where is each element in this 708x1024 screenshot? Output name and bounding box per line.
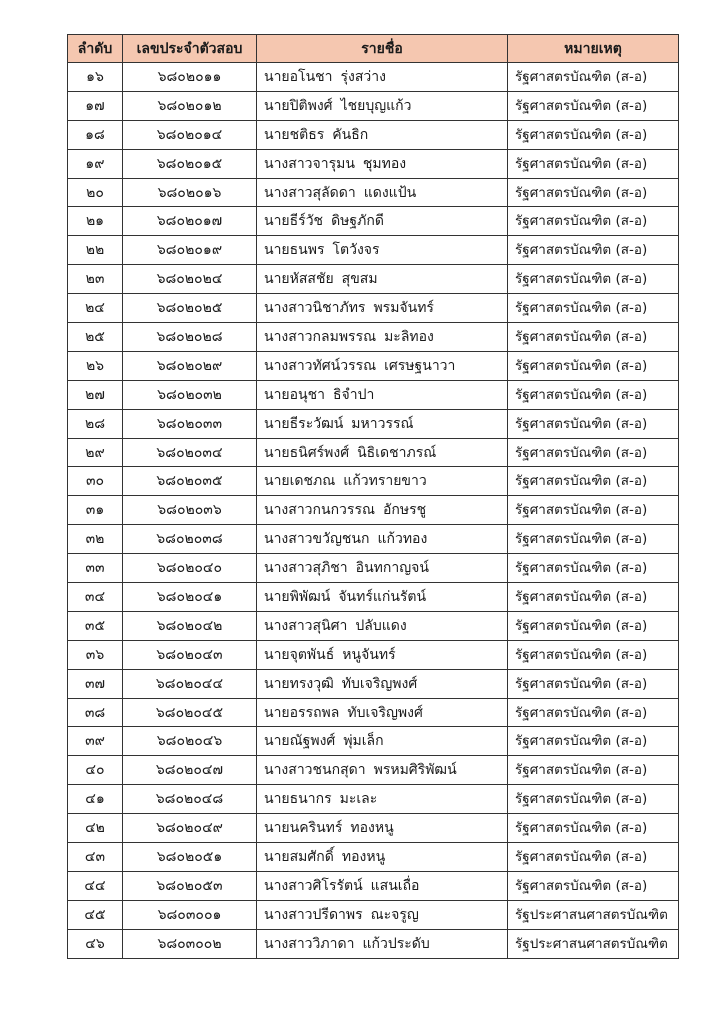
table-row — [68, 583, 679, 612]
table-row — [68, 207, 679, 236]
row-order: ๔๔ — [68, 871, 123, 900]
row-name — [257, 409, 508, 438]
table-row — [68, 438, 679, 467]
table-row — [68, 409, 679, 438]
row-remark: รัฐศาสตรบัณฑิต (ส-อ) — [508, 265, 679, 294]
row-last-name: คันธิก — [332, 126, 369, 143]
row-name — [257, 63, 508, 92]
row-remark: รัฐประศาสนศาสตรบัณฑิต — [508, 900, 679, 929]
row-first-name: นายอโนชา — [264, 68, 333, 85]
row-name — [257, 496, 508, 525]
row-order: ๒๔ — [68, 294, 123, 323]
row-name — [257, 438, 508, 467]
row-last-name: เศรษฐนาวา — [384, 357, 456, 374]
row-first-name: นางสาวขวัญชนก — [264, 531, 370, 548]
row-first-name: นายณัฐพงศ์ — [264, 733, 336, 750]
row-name — [257, 900, 508, 929]
row-order: ๔๐ — [68, 756, 123, 785]
row-remark: รัฐศาสตรบัณฑิต (ส-อ) — [508, 294, 679, 323]
row-order: ๓๔ — [68, 583, 123, 612]
row-remark: รัฐศาสตรบัณฑิต (ส-อ) — [508, 611, 679, 640]
row-first-name: นายธนิศร์พงศ์ — [264, 444, 350, 461]
row-name — [257, 323, 508, 352]
table-row — [68, 640, 679, 669]
row-first-name: นางสาวทัศน์วรรณ — [264, 357, 377, 374]
row-remark: รัฐศาสตรบัณฑิต (ส-อ) — [508, 380, 679, 409]
row-remark: รัฐศาสตรบัณฑิต (ส-อ) — [508, 120, 679, 149]
row-name — [257, 669, 508, 698]
row-exam-id: ๖๘๐๒๐๑๔ — [123, 120, 257, 149]
row-name — [257, 236, 508, 265]
row-last-name: จันทร์แก่นรัตน์ — [338, 588, 427, 605]
row-last-name: ทับเจริญพงศ์ — [347, 704, 423, 721]
row-first-name: นางสาวจารุมน — [264, 155, 355, 172]
row-name — [257, 525, 508, 554]
table-row — [68, 467, 679, 496]
table-row — [68, 669, 679, 698]
row-order: ๔๒ — [68, 814, 123, 843]
row-name — [257, 91, 508, 120]
row-last-name: อินทกาญจน์ — [355, 560, 429, 577]
row-order: ๓๘ — [68, 698, 123, 727]
row-exam-id: ๖๘๐๒๐๓๖ — [123, 496, 257, 525]
row-last-name: สุขสม — [341, 271, 378, 288]
row-first-name: นางสาวกนกวรรณ — [264, 502, 375, 519]
table-row — [68, 698, 679, 727]
row-last-name: แก้วประดับ — [362, 935, 430, 952]
table-row — [68, 554, 679, 583]
row-first-name: นายธีร์วัช — [264, 213, 324, 230]
row-order: ๓๕ — [68, 611, 123, 640]
row-first-name: นางสาววิภาดา — [264, 935, 355, 952]
row-remark: รัฐศาสตรบัณฑิต (ส-อ) — [508, 351, 679, 380]
row-remark: รัฐศาสตรบัณฑิต (ส-อ) — [508, 438, 679, 467]
candidate-list-sheet — [67, 34, 678, 959]
row-remark: รัฐศาสตรบัณฑิต (ส-อ) — [508, 583, 679, 612]
row-order: ๑๗ — [68, 91, 123, 120]
row-exam-id: ๖๘๐๒๐๔๒ — [123, 611, 257, 640]
row-order: ๓๓ — [68, 554, 123, 583]
row-order: ๒๓ — [68, 265, 123, 294]
row-name — [257, 929, 508, 958]
row-remark: รัฐศาสตรบัณฑิต (ส-อ) — [508, 409, 679, 438]
table-row — [68, 814, 679, 843]
table-row — [68, 525, 679, 554]
row-name — [257, 467, 508, 496]
row-last-name: ไชยบุญแก้ว — [340, 97, 412, 114]
row-remark: รัฐศาสตรบัณฑิต (ส-อ) — [508, 698, 679, 727]
row-first-name: นายทรงวุฒิ — [264, 675, 334, 692]
row-exam-id: ๖๘๐๒๐๔๐ — [123, 554, 257, 583]
row-order: ๓๖ — [68, 640, 123, 669]
row-exam-id: ๖๘๐๒๐๓๒ — [123, 380, 257, 409]
row-remark: รัฐศาสตรบัณฑิต (ส-อ) — [508, 669, 679, 698]
table-row — [68, 496, 679, 525]
row-order: ๓๗ — [68, 669, 123, 698]
row-first-name: นางสาวสุนิศา — [264, 617, 348, 634]
row-remark: รัฐศาสตรบัณฑิต (ส-อ) — [508, 496, 679, 525]
row-first-name: นายอรรถพล — [264, 704, 340, 721]
row-order: ๒๘ — [68, 409, 123, 438]
row-remark: รัฐศาสตรบัณฑิต (ส-อ) — [508, 640, 679, 669]
table-row — [68, 236, 679, 265]
row-name — [257, 640, 508, 669]
row-name — [257, 843, 508, 872]
row-first-name: นางสาวชนกสุดา — [264, 762, 366, 779]
row-order: ๓๐ — [68, 467, 123, 496]
row-first-name: นางสาวสุลัดดา — [264, 184, 356, 201]
row-exam-id: ๖๘๐๒๐๒๔ — [123, 265, 257, 294]
row-remark: รัฐศาสตรบัณฑิต (ส-อ) — [508, 843, 679, 872]
row-last-name: ทองหนู — [350, 820, 394, 837]
row-last-name: พุ่มเล็ก — [343, 733, 384, 750]
row-last-name: รุ่งสว่าง — [340, 68, 386, 85]
table-row — [68, 265, 679, 294]
row-remark: รัฐประศาสนศาสตรบัณฑิต — [508, 929, 679, 958]
row-last-name: ปลับแดง — [355, 617, 407, 634]
row-exam-id: ๖๘๐๒๐๔๘ — [123, 785, 257, 814]
row-remark: รัฐศาสตรบัณฑิต (ส-อ) — [508, 785, 679, 814]
row-name — [257, 380, 508, 409]
row-order: ๓๒ — [68, 525, 123, 554]
row-name — [257, 120, 508, 149]
row-remark: รัฐศาสตรบัณฑิต (ส-อ) — [508, 236, 679, 265]
row-remark: รัฐศาสตรบัณฑิต (ส-อ) — [508, 467, 679, 496]
row-exam-id: ๖๘๐๒๐๔๖ — [123, 727, 257, 756]
row-exam-id: ๖๘๐๒๐๔๗ — [123, 756, 257, 785]
row-remark: รัฐศาสตรบัณฑิต (ส-อ) — [508, 323, 679, 352]
row-remark: รัฐศาสตรบัณฑิต (ส-อ) — [508, 756, 679, 785]
row-last-name: หนูจันทร์ — [342, 646, 396, 663]
row-remark: รัฐศาสตรบัณฑิต (ส-อ) — [508, 207, 679, 236]
row-name — [257, 611, 508, 640]
row-exam-id: ๖๘๐๒๐๓๔ — [123, 438, 257, 467]
row-order: ๒๐ — [68, 178, 123, 207]
row-last-name: ทับเจริญพงศ์ — [341, 675, 418, 692]
table-row — [68, 900, 679, 929]
row-name — [257, 583, 508, 612]
table-row — [68, 756, 679, 785]
table-row — [68, 929, 679, 958]
row-order: ๔๖ — [68, 929, 123, 958]
row-first-name: นายนครินทร์ — [264, 820, 343, 837]
row-last-name: ชุมทอง — [362, 155, 407, 172]
row-exam-id: ๖๘๐๓๐๐๑ — [123, 900, 257, 929]
row-order: ๔๕ — [68, 900, 123, 929]
row-remark: รัฐศาสตรบัณฑิต (ส-อ) — [508, 554, 679, 583]
header-name: รายชื่อ — [257, 35, 508, 63]
header-row — [68, 35, 679, 63]
table-row — [68, 63, 679, 92]
row-name — [257, 756, 508, 785]
row-order: ๑๙ — [68, 149, 123, 178]
row-first-name: นางสาวนิชาภัทร — [264, 300, 366, 317]
row-last-name: แก้วทอง — [377, 531, 428, 548]
row-name — [257, 698, 508, 727]
table-row — [68, 380, 679, 409]
row-remark: รัฐศาสตรบัณฑิต (ส-อ) — [508, 149, 679, 178]
row-last-name: ทองหนู — [341, 848, 386, 865]
row-exam-id: ๖๘๐๒๐๔๓ — [123, 640, 257, 669]
row-last-name: ดิษฐภักดี — [331, 213, 384, 230]
row-first-name: นางสาวกลมพรรณ — [264, 328, 377, 345]
row-first-name: นางสาวสุภิชา — [264, 560, 348, 577]
row-first-name: นายจุตพันธ์ — [264, 646, 335, 663]
row-name — [257, 785, 508, 814]
table-row — [68, 120, 679, 149]
row-exam-id: ๖๘๐๒๐๕๓ — [123, 871, 257, 900]
row-name — [257, 351, 508, 380]
row-name — [257, 871, 508, 900]
table-row — [68, 843, 679, 872]
row-last-name: นิธิเดชาภรณ์ — [357, 444, 437, 461]
row-exam-id: ๖๘๐๒๐๓๕ — [123, 467, 257, 496]
row-last-name: ณะจรูญ — [370, 906, 419, 923]
row-last-name: อักษรชู — [382, 502, 427, 519]
table-row — [68, 611, 679, 640]
row-remark: รัฐศาสตรบัณฑิต (ส-อ) — [508, 178, 679, 207]
row-order: ๑๖ — [68, 63, 123, 92]
row-first-name: นายอนุชา — [264, 386, 325, 403]
row-last-name: มะลิทอง — [384, 328, 434, 345]
row-first-name: นางสาวปรีดาพร — [264, 906, 363, 923]
row-order: ๒๑ — [68, 207, 123, 236]
row-exam-id: ๖๘๐๒๐๑๗ — [123, 207, 257, 236]
row-last-name: ธิจำปา — [332, 386, 375, 403]
row-remark: รัฐศาสตรบัณฑิต (ส-อ) — [508, 525, 679, 554]
row-last-name: โตวังจร — [332, 242, 380, 259]
row-exam-id: ๖๘๐๒๐๑๙ — [123, 236, 257, 265]
row-name — [257, 207, 508, 236]
row-exam-id: ๖๘๐๒๐๑๕ — [123, 149, 257, 178]
table-row — [68, 294, 679, 323]
row-order: ๒๕ — [68, 323, 123, 352]
table-row — [68, 871, 679, 900]
row-name — [257, 265, 508, 294]
row-exam-id: ๖๘๐๒๐๑๒ — [123, 91, 257, 120]
row-exam-id: ๖๘๐๒๐๒๕ — [123, 294, 257, 323]
row-order: ๒๖ — [68, 351, 123, 380]
row-order: ๑๘ — [68, 120, 123, 149]
row-last-name: แดงแป้น — [363, 184, 417, 201]
row-name — [257, 149, 508, 178]
row-order: ๓๑ — [68, 496, 123, 525]
row-first-name: นายธีระวัฒน์ — [264, 415, 344, 432]
header-order: ลำดับ — [68, 35, 123, 63]
row-order: ๔๓ — [68, 843, 123, 872]
table-row — [68, 351, 679, 380]
row-exam-id: ๖๘๐๒๐๔๙ — [123, 814, 257, 843]
row-remark: รัฐศาสตรบัณฑิต (ส-อ) — [508, 91, 679, 120]
row-first-name: นายหัสสชัย — [264, 271, 334, 288]
row-remark: รัฐศาสตรบัณฑิต (ส-อ) — [508, 727, 679, 756]
row-exam-id: ๖๘๐๒๐๔๕ — [123, 698, 257, 727]
row-order: ๓๙ — [68, 727, 123, 756]
table-row — [68, 178, 679, 207]
row-exam-id: ๖๘๐๒๐๔๑ — [123, 583, 257, 612]
row-name — [257, 814, 508, 843]
header-exam-id: เลขประจำตัวสอบ — [123, 35, 257, 63]
row-exam-id: ๖๘๐๓๐๐๒ — [123, 929, 257, 958]
row-exam-id: ๖๘๐๒๐๒๙ — [123, 351, 257, 380]
row-exam-id: ๖๘๐๒๐๔๔ — [123, 669, 257, 698]
row-exam-id: ๖๘๐๒๐๑๑ — [123, 63, 257, 92]
candidate-table — [67, 34, 679, 959]
table-body — [68, 63, 679, 959]
row-exam-id: ๖๘๐๒๐๓๓ — [123, 409, 257, 438]
row-last-name: แสนเถื่อ — [370, 877, 420, 894]
row-order: ๒๙ — [68, 438, 123, 467]
row-last-name: พรหมศิริพัฒน์ — [373, 762, 457, 779]
row-last-name: มหาวรรณ์ — [351, 415, 414, 432]
row-name — [257, 727, 508, 756]
row-remark: รัฐศาสตรบัณฑิต (ส-อ) — [508, 871, 679, 900]
table-row — [68, 727, 679, 756]
row-first-name: นางสาวศิโรรัตน์ — [264, 877, 363, 894]
row-first-name: นายธนากร — [264, 791, 332, 808]
table-row — [68, 149, 679, 178]
table-row — [68, 91, 679, 120]
row-first-name: นายธนพร — [264, 242, 325, 259]
row-name — [257, 554, 508, 583]
row-first-name: นายเดชภณ — [264, 473, 336, 490]
row-exam-id: ๖๘๐๒๐๑๖ — [123, 178, 257, 207]
row-name — [257, 294, 508, 323]
row-exam-id: ๖๘๐๒๐๕๑ — [123, 843, 257, 872]
row-first-name: นายชติธร — [264, 126, 325, 143]
row-exam-id: ๖๘๐๒๐๒๘ — [123, 323, 257, 352]
table-header — [68, 35, 679, 63]
row-name — [257, 178, 508, 207]
header-remark: หมายเหตุ — [508, 35, 679, 63]
row-remark: รัฐศาสตรบัณฑิต (ส-อ) — [508, 63, 679, 92]
row-last-name: มะเละ — [339, 791, 378, 808]
row-order: ๔๑ — [68, 785, 123, 814]
row-remark: รัฐศาสตรบัณฑิต (ส-อ) — [508, 814, 679, 843]
row-first-name: นายปิติพงศ์ — [264, 97, 333, 114]
table-row — [68, 323, 679, 352]
table-row — [68, 785, 679, 814]
row-order: ๒๗ — [68, 380, 123, 409]
row-last-name: พรมจันทร์ — [373, 300, 434, 317]
row-exam-id: ๖๘๐๒๐๓๘ — [123, 525, 257, 554]
row-order: ๒๒ — [68, 236, 123, 265]
row-last-name: แก้วทรายขาว — [343, 473, 427, 490]
row-first-name: นายพิพัฒน์ — [264, 588, 331, 605]
row-first-name: นายสมศักดิ์ — [264, 848, 334, 865]
